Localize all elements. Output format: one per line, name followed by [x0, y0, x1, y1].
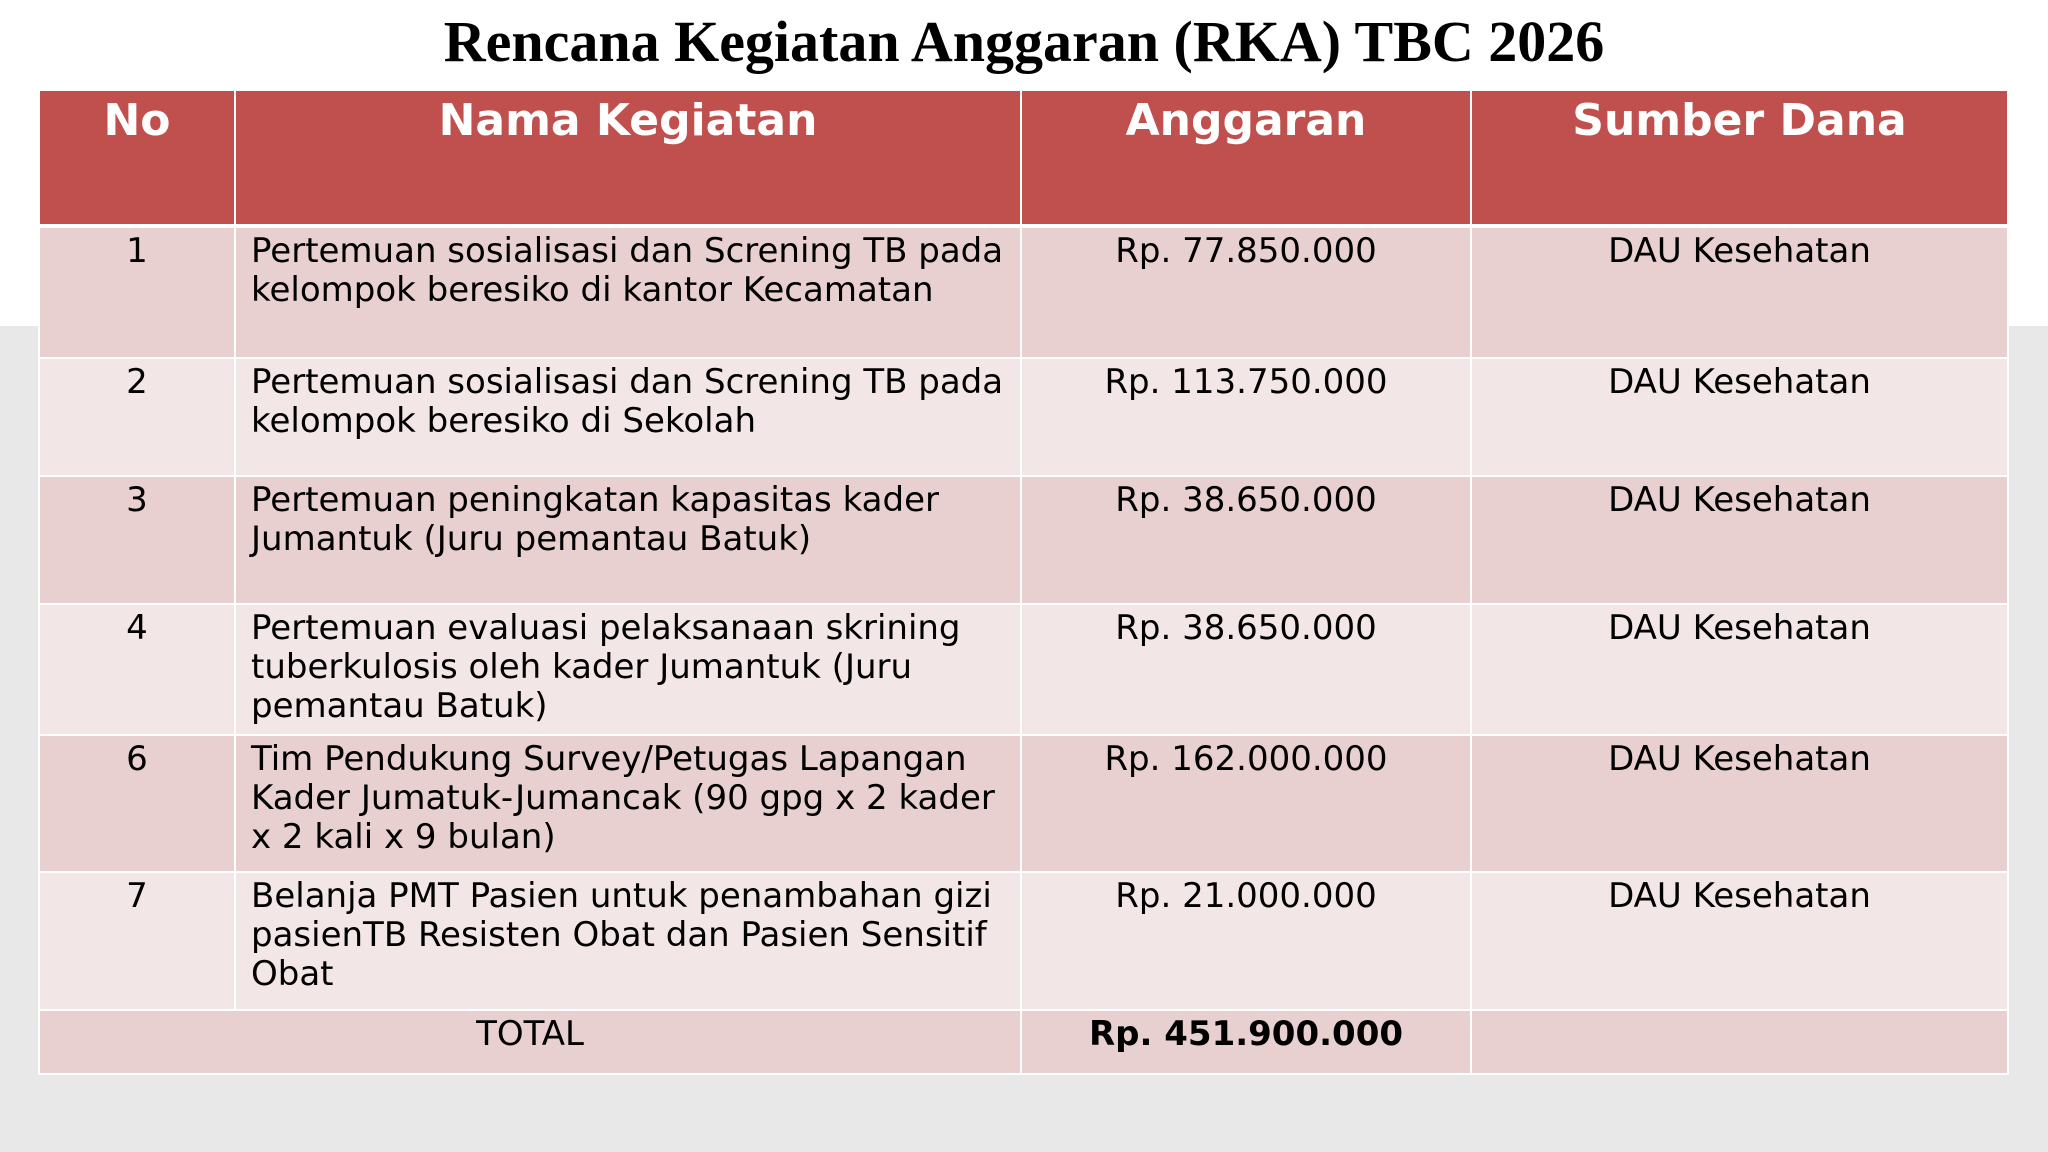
cell-anggaran: Rp. 38.650.000: [1021, 604, 1471, 735]
cell-sumber-dana: DAU Kesehatan: [1471, 476, 2008, 604]
cell-nama-kegiatan: Pertemuan peningkatan kapasitas kader Jumantuk (Juru pemantau Batuk): [235, 476, 1021, 604]
header-anggaran: Anggaran: [1021, 90, 1471, 226]
cell-no: 7: [39, 872, 235, 1010]
cell-sumber-dana: DAU Kesehatan: [1471, 604, 2008, 735]
cell-sumber-dana: DAU Kesehatan: [1471, 872, 2008, 1010]
header-sumber-dana: Sumber Dana: [1471, 90, 2008, 226]
table-header-row: [39, 90, 2008, 226]
table-row: [39, 735, 2008, 872]
table-row: [39, 358, 2008, 476]
table-row: [39, 872, 2008, 1010]
table-row: [39, 604, 2008, 735]
table-row: [39, 226, 2008, 358]
total-amount: Rp. 451.900.000: [1021, 1010, 1471, 1074]
header-nama-kegiatan: Nama Kegiatan: [235, 90, 1021, 226]
cell-sumber-dana: DAU Kesehatan: [1471, 226, 2008, 358]
cell-anggaran: Rp. 77.850.000: [1021, 226, 1471, 358]
cell-anggaran: Rp. 162.000.000: [1021, 735, 1471, 872]
cell-nama-kegiatan: Tim Pendukung Survey/Petugas Lapangan Kader Jumatuk-Jumancak (90 gpg x 2 kader x 2 kali x 9 bulan): [235, 735, 1021, 872]
cell-sumber-dana: DAU Kesehatan: [1471, 735, 2008, 872]
cell-sumber-dana: DAU Kesehatan: [1471, 358, 2008, 476]
cell-no: 3: [39, 476, 235, 604]
table-row: [39, 476, 2008, 604]
cell-anggaran: Rp. 38.650.000: [1021, 476, 1471, 604]
total-label: TOTAL: [39, 1010, 1021, 1074]
cell-no: 6: [39, 735, 235, 872]
slide-title: Rencana Kegiatan Anggaran (RKA) TBC 2026: [443, 9, 1605, 74]
cell-nama-kegiatan: Pertemuan evaluasi pelaksanaan skrining tuberkulosis oleh kader Jumantuk (Juru pemantau Batuk): [235, 604, 1021, 735]
cell-no: 1: [39, 226, 235, 358]
cell-anggaran: Rp. 21.000.000: [1021, 872, 1471, 1010]
cell-no: 4: [39, 604, 235, 735]
cell-no: 2: [39, 358, 235, 476]
cell-nama-kegiatan: Pertemuan sosialisasi dan Screning TB pada kelompok beresiko di Sekolah: [235, 358, 1021, 476]
header-no: No: [39, 90, 235, 226]
total-sumber-dana: [1471, 1010, 2008, 1074]
cell-nama-kegiatan: Belanja PMT Pasien untuk penambahan gizi pasienTB Resisten Obat dan Pasien Sensitif Obat: [235, 872, 1021, 1010]
cell-nama-kegiatan: Pertemuan sosialisasi dan Screning TB pada kelompok beresiko di kantor Kecamatan: [235, 226, 1021, 358]
budget-table: [38, 89, 2009, 1075]
total-row: [39, 1010, 2008, 1074]
cell-anggaran: Rp. 113.750.000: [1021, 358, 1471, 476]
